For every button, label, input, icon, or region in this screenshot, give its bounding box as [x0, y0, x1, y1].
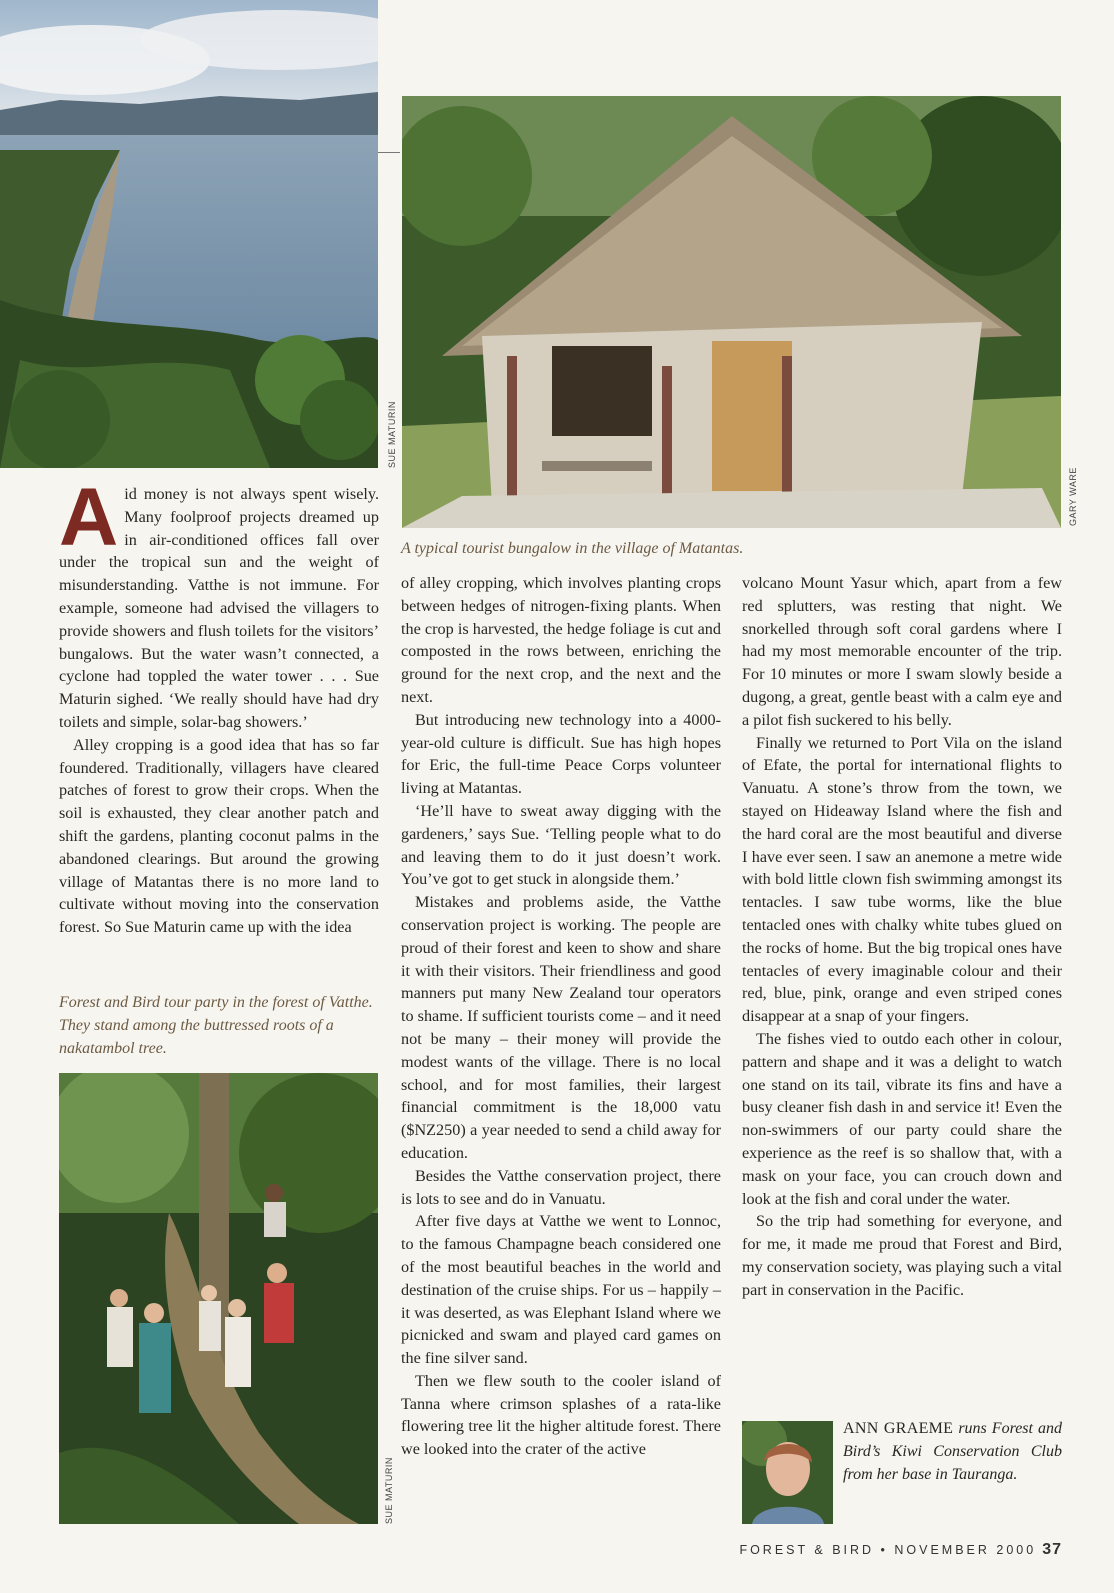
- forest-photo-credit: SUE MATURIN: [384, 1457, 394, 1524]
- article-column-2: [401, 572, 721, 1461]
- bungalow-photo: [402, 96, 1061, 528]
- article-paragraph: ‘He’ll have to sweat away digging with the gardeners,’ says Sue. ‘Telling people what to do and leaving them to do it just doesn’t work. You’ve got to get stuck in alongside them.’: [401, 801, 721, 889]
- bungalow-caption: A typical tourist bungalow in the village of Matantas.: [401, 540, 744, 557]
- article-paragraph: Aid money is not always spent wisely. Many foolproof projects dreamed up in air-conditioned offices fall over under the tropical sun and the weight of misunderstanding. Vatthe is not immune. For example, someone had advised the villagers to provide showers and flush toilets for the visitors’ bungalows. But the water wasn’t connected, a cyclone had toppled the water tower . . . Sue Maturin sighed. ‘We really should have had dry toilets and simple, solar-bag showers.’: [59, 472, 379, 731]
- article-column-3: [742, 572, 1062, 1302]
- author-name: ANN GRAEME: [843, 1420, 954, 1437]
- page-footer: [739, 1541, 1062, 1559]
- article-paragraph: of alley cropping, which involves planting crops between hedges of nitrogen-fixing plants. When the crop is harvested, the hedge foliage is cut and composted in the rows between, enriching the ground for the next crop, and the next and the next.: [401, 574, 721, 706]
- caption-rule: [378, 152, 400, 153]
- page-number: 37: [1042, 1541, 1062, 1558]
- footer-publication: FOREST & BIRD • NOVEMBER 2000: [739, 1543, 1037, 1557]
- author-description: runs Forest and Bird’s Kiwi Conservation Club from her base in Tauranga.: [843, 1420, 1063, 1483]
- article-paragraph: volcano Mount Yasur which, apart from a few red splutters, was resting that night. We snorkelled through soft coral gardens where I had my most memorable encounter of the trip. For 10 minutes or more I swam slowly beside a dugong, a great, gentle beast with a calm eye and a pilot fish suckered to his belly.: [742, 574, 1062, 729]
- article-paragraph: The fishes vied to outdo each other in colour, pattern and shape and it was a delight to watch one stand on its tail, vibrate its fins and have a busy cleaner fish dash in and service it! Even the non-swimmers of our party could share the experience as the reef is so shallow that, with a mask on your face, you can crouch down and look at the fish and coral under the water.: [742, 1029, 1062, 1208]
- author-photo: [742, 1421, 833, 1524]
- article-column-1: [59, 472, 379, 939]
- coast-photo-credit: SUE MATURIN: [387, 401, 397, 468]
- article-paragraph: So the trip had something for everyone, and for me, it made me proud that Forest and Bird, my conservation society, was playing such a vital part in conservation in the Pacific.: [742, 1212, 1062, 1299]
- author-bio: [843, 1417, 1062, 1486]
- forest-caption: Forest and Bird tour party in the forest of Vatthe. They stand among the buttressed roots of a nakatambol tree.: [59, 994, 373, 1057]
- article-paragraph: Alley cropping is a good idea that has so far foundered. Traditionally, villagers have cleared patches of forest to grow their crops. When the soil is exhausted, they clear another patch and shift the gardens, planting coconut palms in the abandoned clearings. But around the growing village of Matantas there is no more land to cultivate without moving into the conservation forest. So Sue Maturin came up with the idea: [59, 735, 379, 937]
- article-paragraph: Finally we returned to Port Vila on the island of Efate, the portal for international flights to Vanuatu. A stone’s throw from the town, we stayed on Hideaway Island where the fish and the hard coral are the most beautiful and diverse I have ever seen. I saw an anemone a metre wide with bold little clown fish swimming amongst its tentacles. I saw tube worms, like the blue tentacled ones with chalky white tubes glued on the rocks of home. But the big tropical ones have tentacles of every imaginable colour and their red, blue, pink, orange and even striped cones disappear at a snap of your fingers.: [742, 733, 1062, 1026]
- article-paragraph: After five days at Vatthe we went to Lonnoc, to the famous Champagne beach considered one of the most beautiful beaches in the world and destination of the cruise ships. For us – happily – it was deserted, as was Elephant Island where we picnicked and swam and played card games on the fine silver sand.: [401, 1212, 721, 1368]
- article-paragraph: Then we flew south to the cooler island of Tanna where crimson splashes of a rata-like flowering tree lit the higher altitude forest. There we looked into the crater of the active: [401, 1371, 721, 1459]
- article-paragraph: Mistakes and problems aside, the Vatthe conservation project is working. The people are proud of their forest and keen to show and share it with their visitors. Their friendliness and good manners put many New Zealand tour operators to shame. If sufficient tourists come – and it need not be many – their money will provide the modest wants of the village. There is no local school, and for most families, their largest financial commitment is the 18,000 vatu ($NZ250) a year needed to send a child away for education.: [401, 893, 721, 1162]
- drop-cap: A: [59, 472, 119, 563]
- coast-photo: [0, 0, 378, 468]
- bungalow-photo-credit: GARY WARE: [1068, 467, 1078, 526]
- article-paragraph: But introducing new technology into a 4000-year-old culture is difficult. Sue has high hopes for Eric, the full-time Peace Corps volunteer living at Matantas.: [401, 710, 721, 798]
- article-paragraph: Besides the Vatthe conservation project, there is lots to see and do in Vanuatu.: [401, 1166, 721, 1208]
- forest-photo: [59, 1073, 378, 1524]
